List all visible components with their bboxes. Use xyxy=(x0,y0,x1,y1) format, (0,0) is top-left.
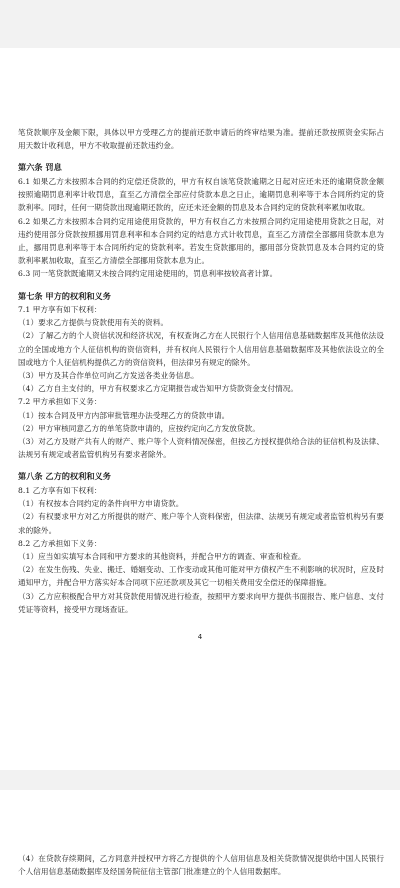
clause-8-1-item-2: （2）有权要求甲方对乙方所提供的财产、账户等个人资料保密，但法律、法规另有规定或者监管机构另有要求的除外。 xyxy=(18,512,384,535)
paragraph-prepayment: 笔贷款顺序及金额下限，具体以甲方受理乙方的提前还款申请后的终审结果为准。提前还款按照资金实际占用天数计收利息，甲方不收取提前还款违约金。 xyxy=(18,128,384,151)
page-number: 4 xyxy=(197,633,203,641)
clause-8-2-item-3: （3）乙方应积极配合甲方对其贷款使用情况进行检查，按照甲方要求向甲方提供书面报告、账户信息、支付凭证等资料，接受甲方现场查证。 xyxy=(18,591,384,614)
paragraph-6-1: 6.1 如果乙方未按照本合同的约定偿还贷款的，甲方有权自该笔贷款逾期之日起对应还未还的逾期贷款金额按照逾期罚息利率计收罚息，直至乙方清偿全部应付贷款本息之日止，逾期罚息利率等于本合同所约定的贷款利率。同时，任何一期贷款出现逾期还款的，应还未还金额的罚息及本合同约定的贷款利率累加收取。 xyxy=(18,176,384,213)
clause-7-2-item-1: （1）按本合同及甲方内部审批管理办法受理乙方的贷款申请。 xyxy=(18,410,230,420)
paragraph-6-3: 6.3 同一笔贷款既逾期又未按合同约定用途使用的，罚息利率按较高者计算。 xyxy=(18,269,278,279)
clause-7-1-item-2: （2）了解乙方的个人资信状况和经济状况，有权查询乙方在人民银行个人信用信息基础数据库及其他依法设立的全国或地方个人征信机构的资信资料，并有权向人民银行个人信用信息基础数据库及其他依法设立的全国或地方个人征信机构提供乙方的资信资料，但法律另有规定的除外。 xyxy=(18,331,384,367)
clause-7-1-item-1: （1）要求乙方提供与贷款使用有关的资料。 xyxy=(18,318,169,328)
clause-8-1-item-1: （1）有权按本合同约定的条件向甲方申请贷款。 xyxy=(18,499,184,509)
clause-7-1: 7.1 甲方享有如下权利： xyxy=(18,305,102,315)
paragraph-6-2: 6.2 如果乙方未按照本合同约定用途使用贷款的，甲方有权自乙方未按照合同约定用途使用贷款之日起，对违约使用部分贷款按照挪用罚息利率和本合同约定的结息方式计收罚息，直至乙方清偿全部挪用贷款本息为止，挪用罚息利率等于本合同所约定的贷款利率。若发生贷款挪用的，挪用部分贷款罚息及本合同约定的贷款利率累加收取，直至乙方清偿全部挪用贷款本息为止。 xyxy=(18,216,384,266)
clause-8-2-item-4: （4）在贷款存续期间，乙方同意并授权甲方将乙方提供的个人信用信息及相关贷款情况提供给中国人民银行个人信用信息基础数据库及经国务院征信主管部门批准建立的个人信用数据库。 xyxy=(18,854,384,877)
heading-article-6: 第六条 罚息 xyxy=(18,162,62,173)
page-content xyxy=(18,852,384,878)
clause-7-1-item-4: （4）乙方自主支付的，甲方有权要求乙方定期报告或告知甲方贷款资金支付情况。 xyxy=(18,384,299,394)
clause-8-2-item-2: （2）在发生伤残、失业、搬迁、婚姻变动、工作变动或其他可能对甲方债权产生不利影响的状况时，应及时通知甲方，并配合甲方落实好本合同项下应还款项及其它一切相关费用安全偿还的保障措施。 xyxy=(18,565,384,588)
clause-7-1-item-3: （3）甲方及其合作单位可向乙方发送各类业务信息。 xyxy=(18,371,199,381)
clause-8-1: 8.1 乙方享有如下权利： xyxy=(18,485,102,495)
clause-8-2-item-1: （1）应当如实填写本合同和甲方要求的其他资料，并配合甲方的调查、审查和检查。 xyxy=(18,551,306,561)
document-page-5 xyxy=(0,790,400,888)
clause-8-2: 8.2 乙方承担如下义务： xyxy=(18,538,102,548)
page-content xyxy=(18,126,384,616)
clause-7-2-item-3: （3）对乙方及财产共有人的财产、账户等个人资料情况保密，但按乙方授权提供给合法的征信机构及法律、法规另有规定或者监管机构另有要求者除外。 xyxy=(18,437,384,460)
heading-article-8: 第八条 乙方的权利和义务 xyxy=(18,471,111,482)
clause-7-2: 7.2 甲方承担如下义务： xyxy=(18,397,102,407)
heading-article-7: 第七条 甲方的权利和义务 xyxy=(18,290,111,301)
clause-7-2-item-2: （2）甲方审核同意乙方的单笔贷款申请的，应按约定向乙方发放贷款。 xyxy=(18,423,260,433)
viewer-background xyxy=(0,0,400,48)
document-page-4 xyxy=(0,48,400,770)
